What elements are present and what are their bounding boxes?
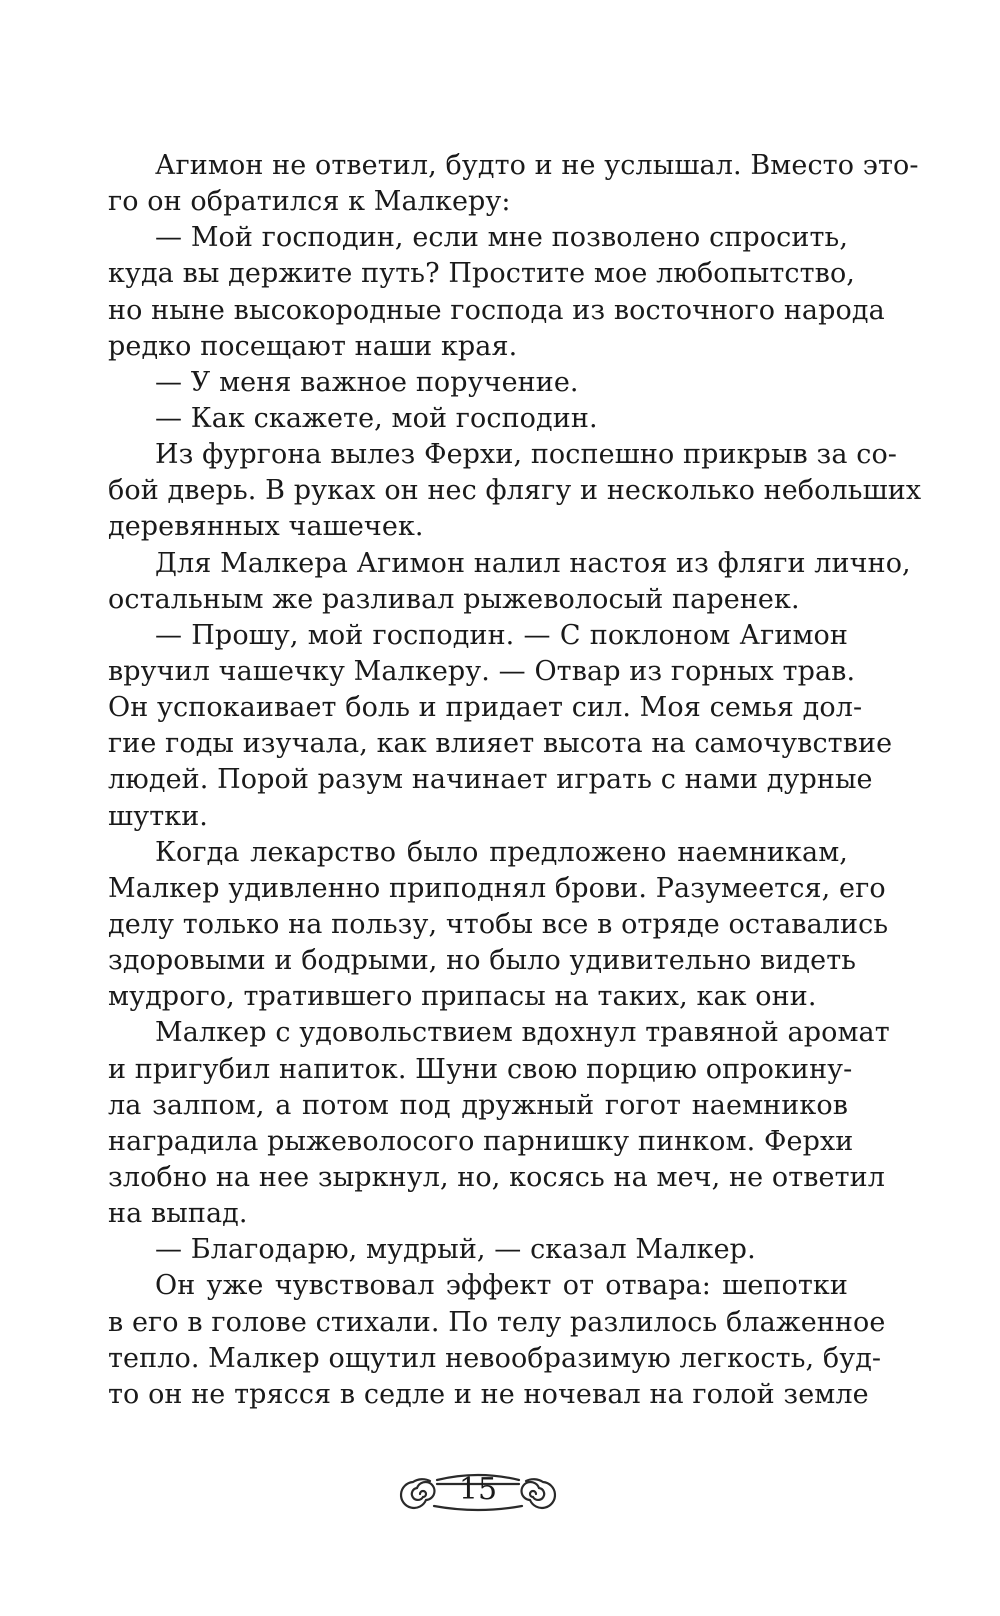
text-line: тепло. Малкер ощутил невообразимую легкость, буд- — [108, 1342, 882, 1374]
text-line: Из фургона вылез Ферхи, поспешно прикрыв за со- — [155, 439, 898, 471]
text-line: здоровыми и бодрыми, но было удивительно видеть — [108, 945, 857, 977]
text-line: в его в голове стихали. По телу разлилось блаженное — [108, 1306, 886, 1338]
text-line: то он не трясся в седле и не ночевал на голой земле — [108, 1378, 869, 1410]
text-line: деревянных чашечек. — [108, 511, 424, 543]
text-line: Малкер удивленно приподнял брови. Разумеется, его — [108, 872, 886, 904]
text-line: Малкер с удовольствием вдохнул травяной аромат — [155, 1017, 890, 1049]
text-line: шутки. — [108, 800, 208, 832]
text-line: Он уже чувствовал эффект от отвара: шепотки — [155, 1270, 848, 1302]
text-line: мудрого, тратившего припасы на таких, как они. — [108, 981, 817, 1013]
text-line: людей. Порой разум начинает играть с нами дурные — [108, 764, 873, 796]
text-line: — Благодарю, мудрый, — сказал Малкер. — [155, 1234, 756, 1266]
text-line: куда вы держите путь? Простите мое любопытство, — [108, 258, 855, 290]
text-line: ла залпом, а потом под дружный гогот наемников — [108, 1089, 848, 1121]
text-line: остальным же разливал рыжеволосый паренек. — [108, 583, 800, 615]
page-folio — [398, 1460, 558, 1520]
text-line: Для Малкера Агимон налил настоя из фляги лично, — [155, 547, 911, 579]
text-line: бой дверь. В руках он нес флягу и несколько небольших — [108, 475, 922, 507]
text-line: делу только на пользу, чтобы все в отряде оставались — [108, 908, 889, 940]
text-line: — Мой господин, если мне позволено спросить, — [155, 222, 848, 254]
text-line: и пригубил напиток. Шуни свою порцию опрокину- — [108, 1053, 853, 1085]
text-line: злобно на нее зыркнул, но, косясь на меч, не ответил — [108, 1161, 885, 1193]
text-line: Агимон не ответил, будто и не услышал. Вместо это- — [155, 150, 919, 181]
page-number: 15 — [458, 1472, 498, 1507]
text-line: — Прошу, мой господин. — С поклоном Агимон — [155, 619, 848, 651]
text-line: Когда лекарство было предложено наемникам, — [155, 836, 848, 868]
text-line: редко посещают наши края. — [108, 330, 518, 362]
text-line: вручил чашечку Малкеру. — Отвар из горных трав. — [108, 655, 856, 687]
text-line: но ныне высокородные господа из восточного народа — [108, 294, 885, 326]
text-line: — У меня важное поручение. — [155, 366, 579, 398]
body-text — [108, 148, 922, 1413]
text-line: наградила рыжеволосого парнишку пинком. Ферхи — [108, 1125, 854, 1157]
text-line: го он обратился к Малкеру: — [108, 186, 511, 218]
text-line: гие годы изучала, как влияет высота на самочувствие — [108, 728, 893, 760]
text-line: на выпад. — [108, 1198, 248, 1230]
text-line: Он успокаивает боль и придает сил. Моя семья дол- — [108, 692, 863, 724]
text-line: — Как скажете, мой господин. — [155, 402, 598, 434]
